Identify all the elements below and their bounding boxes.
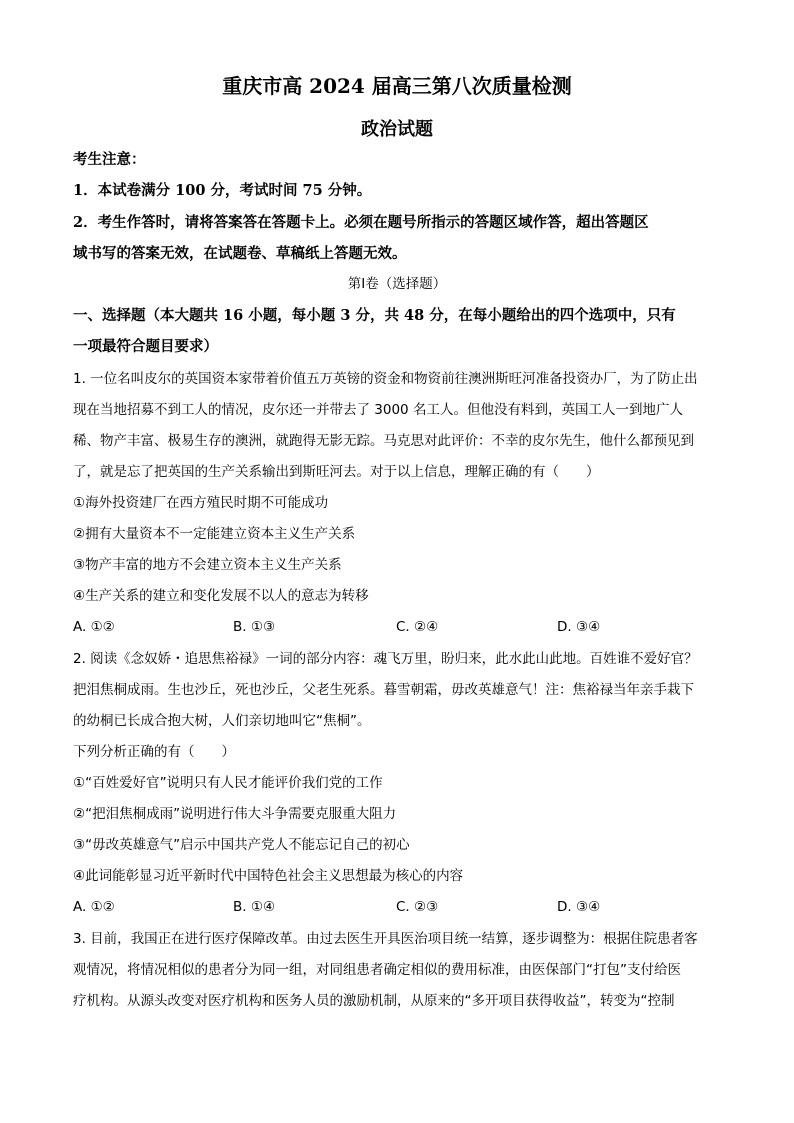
option-d: D. ③④ bbox=[557, 899, 601, 915]
option-a: A. ①② bbox=[73, 899, 115, 915]
option-c: C. ②③ bbox=[396, 899, 439, 915]
option-c: C. ②④ bbox=[396, 619, 439, 635]
question-stem: 1. 一位名叫皮尔的英国资本家带着价值五万英镑的资金和物资前往澳洲斯旺河准备投资办厂，为了防止出 bbox=[73, 371, 698, 387]
statement: ④生产关系的建立和变化发展不以人的意志为转移 bbox=[73, 588, 369, 604]
section-heading: 一项最符合题目要求） bbox=[73, 338, 218, 355]
question-stem: 稀、物产丰富、极易生存的澳洲，就跑得无影无踪。马克思对此评价：不幸的皮尔先生，他什么都预见到 bbox=[73, 433, 694, 449]
question-stem: 观情况，将情况相似的患者分为同一组，对同组患者确定相似的费用标准，由医保部门“打包”支付给医 bbox=[73, 962, 681, 978]
option-b: B. ①④ bbox=[233, 899, 276, 915]
notice-item: 域书写的答案无效，在试题卷、草稿纸上答题无效。 bbox=[73, 245, 407, 262]
question-stem: 了，就是忘了把英国的生产关系输出到斯旺河去。对于以上信息，理解正确的有（ ） bbox=[73, 464, 600, 480]
statement: ②拥有大量资本不一定能建立资本主义生产关系 bbox=[73, 526, 356, 542]
statement: ①“百姓爱好官”说明只有人民才能评价我们党的工作 bbox=[73, 775, 383, 791]
question-stem: 下列分析正确的有（ ） bbox=[73, 744, 235, 760]
notice-heading: 考生注意： bbox=[73, 151, 146, 168]
statement: ④此词能彰显习近平新时代中国特色社会主义思想最为核心的内容 bbox=[73, 868, 464, 884]
statement: ③物产丰富的地方不会建立资本主义生产关系 bbox=[73, 557, 342, 573]
statement: ①海外投资建厂在西方殖民时期不可能成功 bbox=[73, 495, 329, 511]
exam-subject: 政治试题 bbox=[361, 119, 433, 140]
question-stem: 现在当地招募不到工人的情况，皮尔还一并带去了 3000 名工人。但他没有料到，英国工人一到地广人 bbox=[73, 402, 683, 418]
question-stem: 2. 阅读《念奴娇・追思焦裕禄》一词的部分内容：魂飞万里，盼归来，此水此山此地。百姓谁不爱好官？ bbox=[73, 651, 698, 667]
statement: ③“毋改英雄意气”启示中国共产党人不能忘记自己的初心 bbox=[73, 837, 410, 853]
statement: ②“把泪焦桐成雨”说明进行伟大斗争需要克服重大阻力 bbox=[73, 806, 397, 822]
question-stem: 3. 目前，我国正在进行医疗保障改革。由过去医生开具医治项目统一结算，逐步调整为：根据住院患者客 bbox=[73, 931, 698, 947]
exam-title: 重庆市高 2024 届高三第八次质量检测 bbox=[222, 74, 572, 98]
question-stem: 疗机构。从源头改变对医疗机构和医务人员的激励机制，从原来的“多开项目获得收益”，转变为“控制 bbox=[73, 993, 675, 1009]
notice-item: 1．本试卷满分 100 分，考试时间 75 分钟。 bbox=[73, 182, 372, 199]
question-stem: 的幼桐已长成合抱大树，人们亲切地叫它“焦桐”。 bbox=[73, 713, 371, 729]
section-heading: 一、选择题（本大题共 16 小题，每小题 3 分，共 48 分，在每小题给出的四个选项中，只有 bbox=[73, 307, 676, 324]
option-b: B. ①③ bbox=[233, 619, 276, 635]
part-title: 第Ⅰ卷（选择题） bbox=[347, 276, 447, 292]
option-d: D. ③④ bbox=[557, 619, 601, 635]
question-stem: 把泪焦桐成雨。生也沙丘，死也沙丘，父老生死系。暮雪朝霜，毋改英雄意气！注：焦裕禄当年亲手栽下 bbox=[73, 682, 694, 698]
notice-item: 2．考生作答时，请将答案答在答题卡上。必须在题号所指示的答题区域作答，超出答题区 bbox=[73, 214, 649, 231]
option-a: A. ①② bbox=[73, 619, 115, 635]
